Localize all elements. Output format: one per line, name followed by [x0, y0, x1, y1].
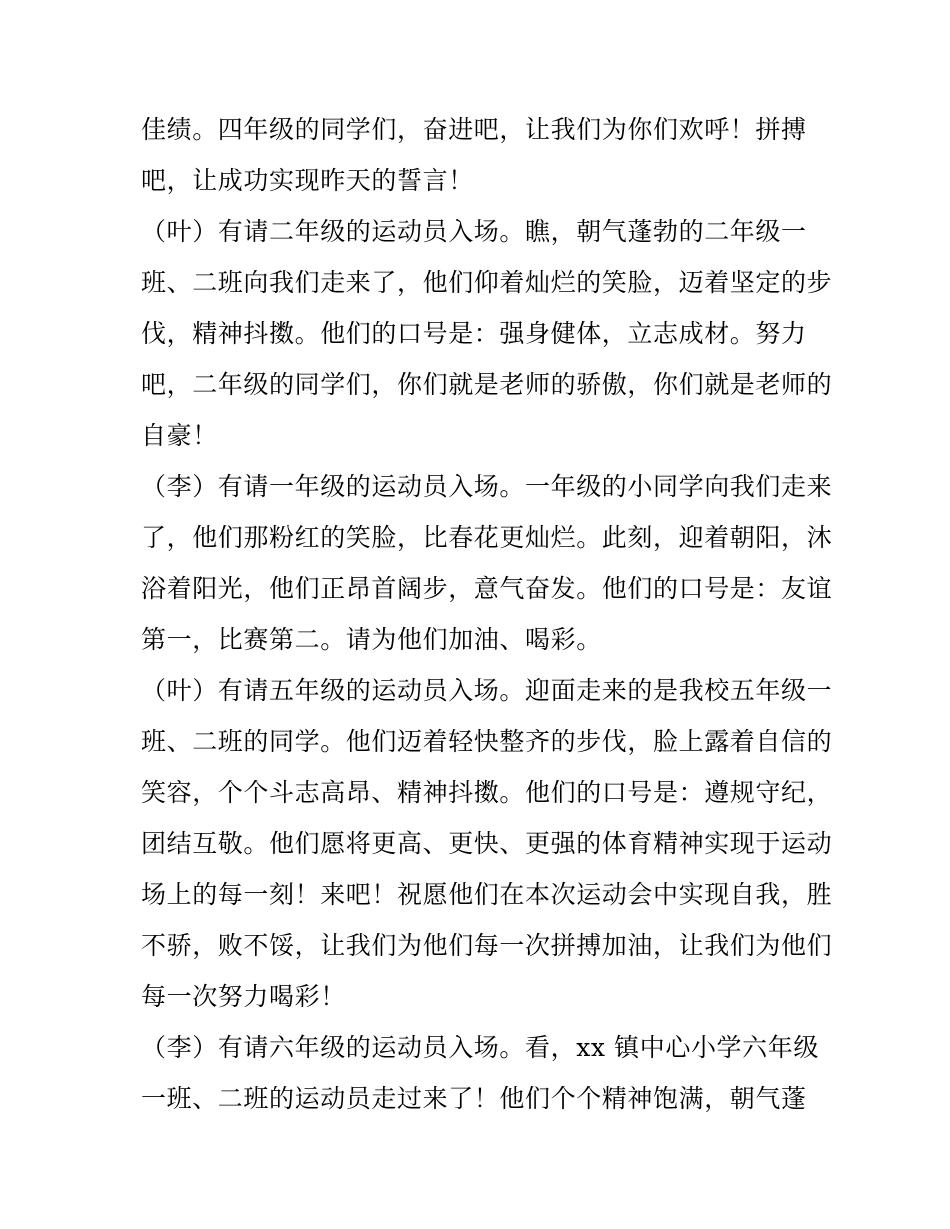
text-line: 浴着阳光，他们正昂首阔步，意气奋发。他们的口号是：友谊	[141, 574, 833, 603]
text-line: （李）有请一年级的运动员入场。一年级的小同学向我们走来	[141, 472, 833, 501]
text-line: （叶）有请二年级的运动员入场。瞧，朝气蓬勃的二年级一	[141, 217, 807, 246]
text-line: 自豪！	[141, 421, 218, 450]
text-line: 团结互敬。他们愿将更高、更快、更强的体育精神实现于运动	[141, 829, 833, 858]
text-line: 不骄，败不馁，让我们为他们每一次拼搏加油，让我们为他们	[141, 931, 833, 960]
text-line: 班、二班向我们走来了，他们仰着灿烂的笑脸，迈着坚定的步	[141, 268, 833, 297]
text-line: （李）有请六年级的运动员入场。看，xx 镇中心小学六年级	[141, 1033, 819, 1062]
text-line: 伐，精神抖擞。他们的口号是：强身健体，立志成材。努力	[141, 319, 807, 348]
text-line: 一班、二班的运动员走过来了！他们个个精神饱满，朝气蓬	[141, 1084, 807, 1113]
text-line: 笑容，个个斗志高昂、精神抖擞。他们的口号是：遵规守纪，	[141, 778, 833, 807]
text-line: 第一，比赛第二。请为他们加油、喝彩。	[141, 625, 602, 654]
text-line: 场上的每一刻！来吧！祝愿他们在本次运动会中实现自我，胜	[141, 880, 833, 909]
text-line: 吧，二年级的同学们，你们就是老师的骄傲，你们就是老师的	[141, 370, 833, 399]
text-line: 吧，让成功实现昨天的誓言！	[141, 166, 474, 195]
text-line: 班、二班的同学。他们迈着轻快整齐的步伐，脸上露着自信的	[141, 727, 833, 756]
text-line: 佳绩。四年级的同学们，奋进吧，让我们为你们欢呼！拼搏	[141, 115, 807, 144]
text-line: （叶）有请五年级的运动员入场。迎面走来的是我校五年级一	[141, 676, 833, 705]
text-line: 了，他们那粉红的笑脸，比春花更灿烂。此刻，迎着朝阳，沐	[141, 523, 833, 552]
document-body	[141, 104, 833, 1124]
text-line: 每一次努力喝彩！	[141, 982, 346, 1011]
